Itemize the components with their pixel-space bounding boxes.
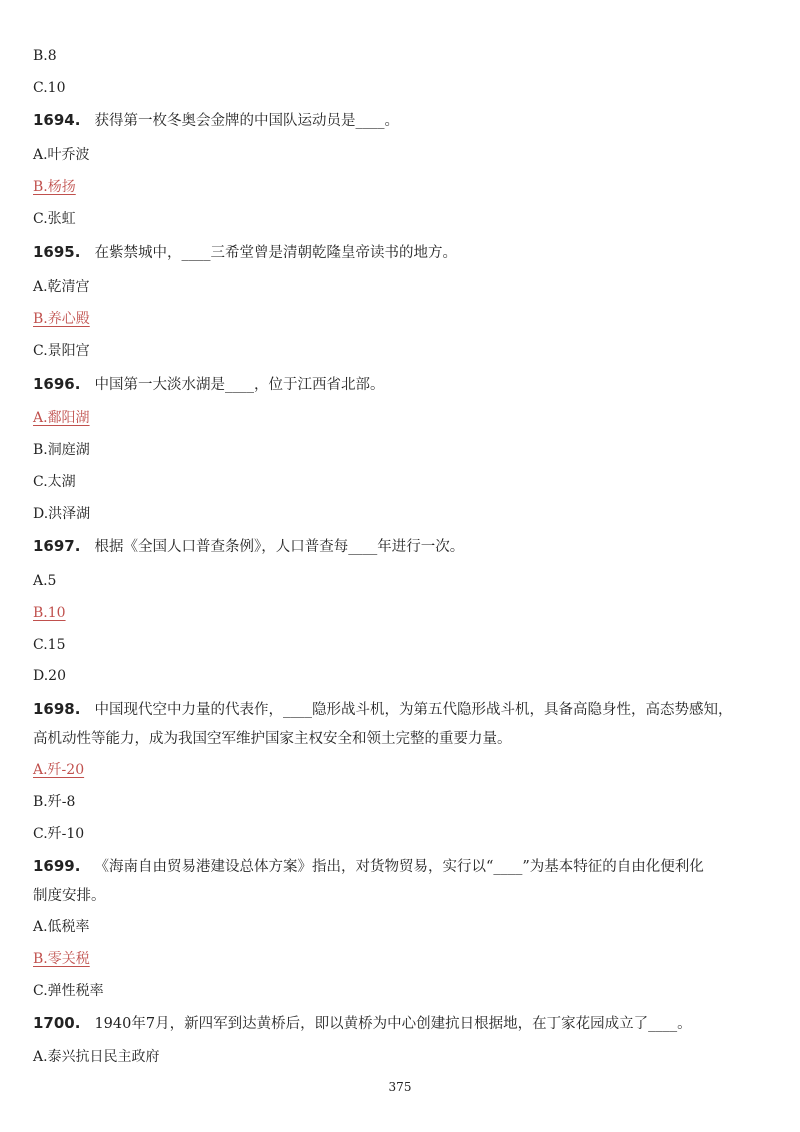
answer-option: C.景阳宫 xyxy=(33,343,90,359)
answer-option-correct: A.鄱阳湖 xyxy=(33,410,90,426)
question-text: 中国第一大淡水湖是____，位于江西省北部。 xyxy=(94,377,385,393)
answer-option: A.叶乔波 xyxy=(33,147,90,163)
question-line xyxy=(33,1013,692,1034)
question-text-continued: 制度安排。 xyxy=(33,888,106,904)
question-number: 1694. xyxy=(33,111,81,129)
question-text: 获得第一枚冬奥会金牌的中国队运动员是____。 xyxy=(94,113,399,129)
question-line xyxy=(33,699,732,720)
answer-option: B.歼-8 xyxy=(33,794,76,810)
question-number: 1697. xyxy=(33,537,81,555)
page-number: 375 xyxy=(388,1080,412,1094)
answer-option-correct: B.养心殿 xyxy=(33,311,90,327)
question-number: 1695. xyxy=(33,243,81,261)
answer-option: D.洪泽湖 xyxy=(33,506,91,522)
question-number: 1696. xyxy=(33,375,81,393)
question-line xyxy=(33,856,704,877)
question-text: 1940年7月，新四军到达黄桥后，即以黄桥为中心创建抗日根据地，在丁家花园成立了____。 xyxy=(94,1016,692,1032)
answer-option: A.泰兴抗日民主政府 xyxy=(33,1049,160,1065)
answer-option-correct: A.歼-20 xyxy=(33,762,85,778)
answer-option: C.太湖 xyxy=(33,474,76,490)
answer-option: B.洞庭湖 xyxy=(33,442,90,458)
question-text: 根据《全国人口普查条例》，人口普查每____年进行一次。 xyxy=(94,539,465,555)
question-text: 《海南自由贸易港建设总体方案》指出，对货物贸易，实行以“____”为基本特征的自由化便利化 xyxy=(94,859,704,875)
answer-option: A.乾清宫 xyxy=(33,279,90,295)
question-number: 1699. xyxy=(33,857,81,875)
question-text: 在紫禁城中，____三希堂曾是清朝乾隆皇帝读书的地方。 xyxy=(94,245,457,261)
answer-option: C.10 xyxy=(33,80,66,96)
question-number: 1698. xyxy=(33,700,81,718)
question-line xyxy=(33,374,384,395)
question-number: 1700. xyxy=(33,1014,81,1032)
question-text: 中国现代空中力量的代表作，____隐形战斗机，为第五代隐形战斗机，具备高隐身性，高态势感知， xyxy=(94,702,733,718)
question-line xyxy=(33,110,399,131)
answer-option: C.15 xyxy=(33,637,66,653)
answer-option: D.20 xyxy=(33,668,66,684)
answer-option: C.歼-10 xyxy=(33,826,85,842)
answer-option: A.低税率 xyxy=(33,919,90,935)
answer-option-correct: B.10 xyxy=(33,605,66,621)
answer-option-correct: B.零关税 xyxy=(33,951,90,967)
answer-option: C.张虹 xyxy=(33,211,76,227)
answer-option: A.5 xyxy=(33,573,57,589)
answer-option: C.弹性税率 xyxy=(33,983,104,999)
question-line xyxy=(33,536,464,557)
question-line xyxy=(33,242,457,263)
question-text-continued: 高机动性等能力，成为我国空军维护国家主权安全和领土完整的重要力量。 xyxy=(33,731,512,747)
answer-option: B.8 xyxy=(33,48,57,64)
answer-option-correct: B.杨扬 xyxy=(33,179,76,195)
